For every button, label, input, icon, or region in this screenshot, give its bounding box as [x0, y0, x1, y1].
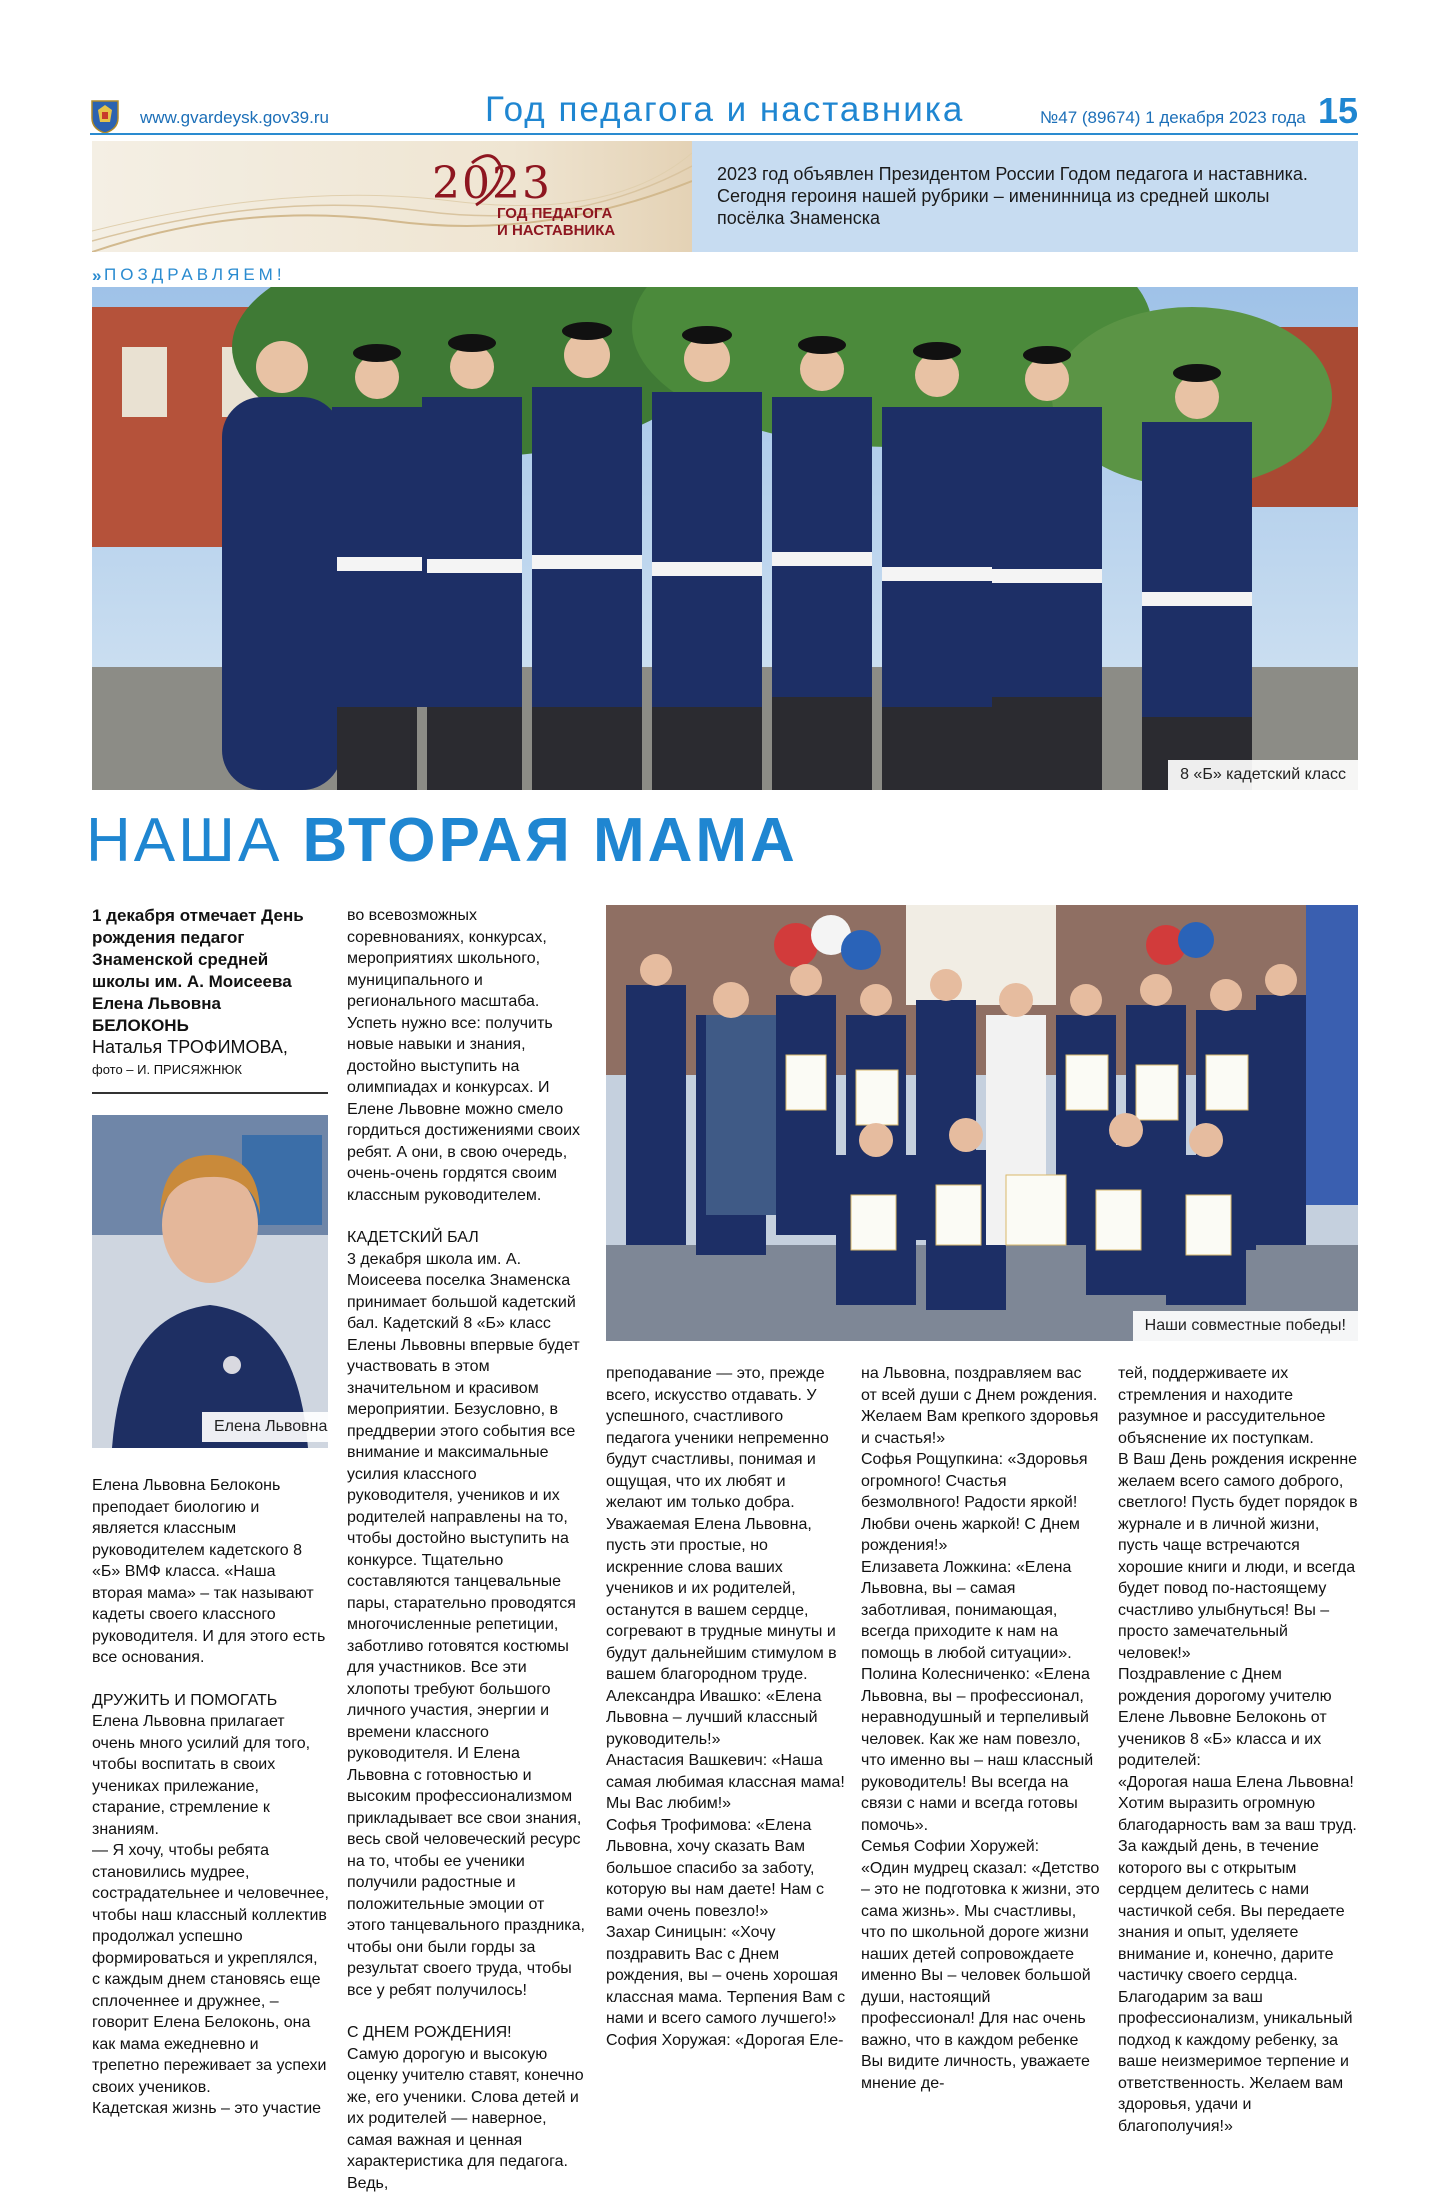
subheading-friendship: ДРУЖИТЬ И ПОМОГАТЬ — [92, 1690, 330, 1712]
paragraph: «Один мудрец сказал: «Детство – это не подготовка к жизни, это сама жизнь». Мы счастливы, что по школьной дороге жизни наших детей сопровождаете именно Вы – человек большой души, настоящий профессионал! Для нас очень важно, что в каждом ребенке Вы видите личность, уважаете мнение де- — [861, 1858, 1101, 2095]
byline-rule — [92, 1092, 328, 1094]
coat-of-arms-icon — [90, 98, 120, 134]
paragraph: Самую дорогую и высокую оценку учителю ставят, конечно же, его ученики. Слова детей и их родителей — наверное, самая важная и ценная характеристика для педагога. Ведь, — [347, 2044, 585, 2194]
paragraph: София Хоружая: «Дорогая Еле- — [606, 2030, 846, 2052]
lead-paragraph: 1 декабря отмечает День рождения педагог Знаменской средней школы им. А. Моисеева Елена Львовна БЕЛОКОНЬ — [92, 905, 322, 1037]
text-column-5 — [1118, 1363, 1358, 2137]
text-column-4 — [861, 1363, 1101, 2094]
headline-bold: ВТОРАЯ МАМА — [303, 806, 798, 875]
paragraph: на Львовна, поздравляем вас от всей души с Днем рождения. Желаем Вам крепкого здоровья и счастья!» — [861, 1363, 1101, 1449]
paragraph: Елена Львовна прилагает очень много усилий для того, чтобы воспитать в своих учениках прилежание, старание, стремление к знаниям. — [92, 1711, 330, 1840]
paragraph: Елизавета Ложкина: «Елена Львовна, вы – самая заботливая, понимающая, всегда приходите к нам на помощь в любой ситуации». — [861, 1557, 1101, 1665]
paragraph: тей, поддерживаете их стремления и находите разумное и рассудительное объяснение их поступкам. — [1118, 1363, 1358, 1449]
headline — [86, 805, 798, 876]
site-url[interactable]: www.gvardeysk.gov39.ru — [140, 108, 329, 128]
section-label: ПОЗДРАВЛЯЕМ! — [104, 265, 286, 285]
text-column-1 — [92, 1475, 330, 2120]
issue-info: №47 (89674) 1 декабря 2023 года — [1040, 108, 1306, 128]
paragraph: Уважаемая Елена Львовна, пусть эти простые, но искренние слова ваших учеников и их родителей, останутся в вашем сердце, согревают в трудные минуты и будут дальнейшим стимулом в вашем благородном труде. — [606, 1514, 846, 1686]
paragraph: Софья Трофимова: «Елена Львовна, хочу сказать Вам большое спасибо за заботу, которую вы нам даете! Нам с вами очень повезло!» — [606, 1815, 846, 1923]
paragraph: Анастасия Вашкевич: «Наша самая любимая классная мама! Мы Вас любим!» — [606, 1750, 846, 1815]
headline-light: НАША — [86, 806, 282, 875]
paragraph: Семья Софии Хоружей: — [861, 1836, 1101, 1858]
photo-awards-illustration — [606, 905, 1358, 1341]
paragraph: «Дорогая наша Елена Львовна! Хотим выразить огромную благодарность вам за ваш труд. За каждый день, в течение которого вы с открытым сердцем делитесь с нами частичкой себя. Вы передаете знания и опыт, уделяете внимание и, конечно, дарите частичку своего сердца. Благодарим за ваш профессионализм, уникальный подход к каждому ребенку, за ваше неизмеримое терпение и ответственность. Желаем вам здоровья, удачи и благополучия!» — [1118, 1772, 1358, 2138]
rubric-title: Год педагога и наставника — [485, 90, 964, 130]
paragraph: во всевозможных соревнованиях, конкурсах, мероприятиях школьного, муниципального и регионального масштаба. Успеть нужно все: получить новые навыки и знания, достойно выступить на олимпиадах и конкурсах. И Елене Львовне можно смело гордиться достижениями своих ребят. А они, в свою очередь, очень-очень гордятся своим классным руководителем. — [347, 905, 585, 1206]
logo-subtitle-line2: И НАСТАВНИКА — [497, 222, 615, 239]
group-photo — [606, 905, 1358, 1341]
header-rule — [90, 133, 1358, 135]
logo-year: 2023 — [432, 158, 552, 209]
logo-subtitle — [497, 205, 615, 239]
subheading-cadet-ball: КАДЕТСКИЙ БАЛ — [347, 1227, 585, 1249]
subheading-birthday: С ДНЕМ РОЖДЕНИЯ! — [347, 2022, 585, 2044]
page-number: 15 — [1318, 90, 1358, 132]
photo-credit: фото – И. ПРИСЯЖНЮК — [92, 1062, 242, 1077]
chevron-right-icon: » — [92, 266, 101, 286]
paragraph: Александра Ивашко: «Елена Львовна – лучший классный руководитель!» — [606, 1686, 846, 1751]
paragraph: Поздравление с Днем рождения дорогому учителю Елене Львовне Белоконь от учеников 8 «Б» класса и их родителей: — [1118, 1664, 1358, 1772]
author-name: Наталья ТРОФИМОВА, — [92, 1037, 288, 1058]
portrait-caption: Елена Львовна — [202, 1412, 339, 1442]
paragraph: Захар Синицын: «Хочу поздравить Вас с Днем рождения, вы – очень хорошая классная мама. Терпения Вам с нами и всего самого лучшего!» — [606, 1922, 846, 2030]
paragraph: В Ваш День рождения искренне желаем всего самого доброго, светлого! Пусть будет порядок в журнале и в личной жизни, пусть чаще встречаются хорошие книги и люди, и всегда будет повод по-настоящему счастливо улыбнуться! Вы – просто замечательный человек!» — [1118, 1449, 1358, 1664]
group-photo-caption: Наши совместные победы! — [1133, 1311, 1358, 1341]
portrait-illustration — [92, 1115, 328, 1448]
logo-subtitle-line1: ГОД ПЕДАГОГА — [497, 205, 615, 222]
main-photo — [92, 287, 1358, 790]
portrait-photo — [92, 1115, 328, 1448]
banner-text: 2023 год объявлен Президентом России Годом педагога и наставника. Сегодня героиня нашей рубрики – именинница из средней школы посёлка Знаменска — [717, 163, 1337, 229]
main-photo-caption: 8 «Б» кадетский класс — [1168, 760, 1358, 790]
paragraph: преподавание — это, прежде всего, искусство отдавать. У успешного, счастливого педагога ученики непременно будут счастливы, понимая и ощущая, что их любят и желают им только добра. — [606, 1363, 846, 1514]
paragraph: 3 декабря школа им. А. Моисеева поселка Знаменска принимает большой кадетский бал. Кадетский 8 «Б» класс Елены Львовны впервые будет участвовать в этом значительном и красивом мероприятии. Безусловно, в преддверии этого события все внимание и максимальные усилия классного руководителя, учеников и их родителей направлены на то, чтобы достойно выступить на конкурсе. Тщательно составляются танцевальные пары, старательно проводятся многочисленные репетиции, заботливо готовятся костюмы для участников. Все эти хлопоты требуют большого личного участия, энергии и времени классного руководителя. И Елена Львовна с готовностью и высоким профессионализмом прикладывает все свои знания, весь свой человеческий ресурс на то, чтобы ее ученики получили радостные и положительные эмоции от этого танцевального праздника, чтобы они были горды за результат своего труда, чтобы все у ребят получилось! — [347, 1249, 585, 2002]
paragraph: Полина Колесниченко: «Елена Львовна, вы – профессионал, неравнодушный и терпеливый человек. Как же нам повезло, что именно вы – наш классный руководитель! Вы всегда на связи с нами и всегда готовы помочь». — [861, 1664, 1101, 1836]
paragraph: Елена Львовна Белоконь преподает биологию и является классным руководителем кадетского 8 «Б» ВМФ класса. «Наша вторая мама» – так называют кадеты своего классного руководителя. И для этого есть все основания. — [92, 1475, 330, 1669]
photo-cadets-illustration — [92, 287, 1358, 790]
paragraph: Кадетская жизнь – это участие — [92, 2098, 330, 2120]
paragraph: Софья Рощупкина: «Здоровья огромного! Счастья безмолвного! Радости яркой! Любви очень жаркой! С Днем рождения!» — [861, 1449, 1101, 1557]
text-column-2 — [347, 905, 585, 2194]
text-column-3 — [606, 1363, 846, 2051]
paragraph: — Я хочу, чтобы ребята становились мудрее, сострадательнее и человечнее, чтобы наш классный коллектив продолжал успешно формироваться и укреплялся, с каждым днем становясь еще сплоченнее и дружнее, – говорит Елена Белоконь, она как мама ежедневно и трепетно переживает за успехи своих учеников. — [92, 1840, 330, 2098]
